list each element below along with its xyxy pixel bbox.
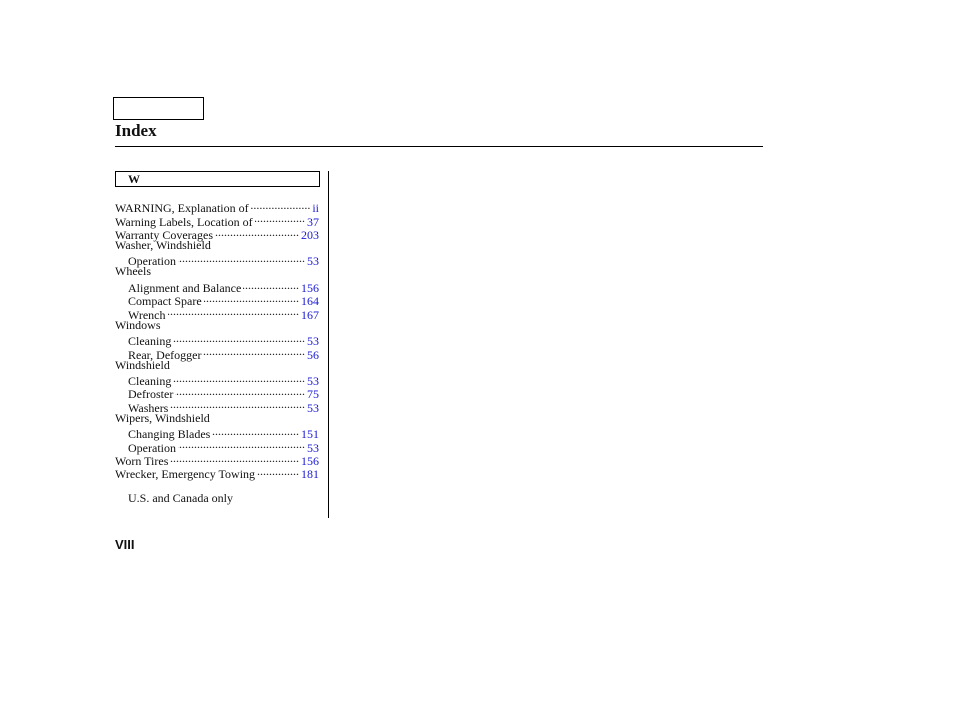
- footnote: U.S. and Canada only: [128, 491, 233, 505]
- index-entry[interactable]: [115, 452, 319, 468]
- dot-leader: [243, 279, 299, 292]
- entry-label: Cleaning: [128, 334, 172, 349]
- page-link[interactable]: 164: [301, 294, 319, 309]
- index-subentry[interactable]: [115, 425, 319, 442]
- index-subentry[interactable]: [115, 305, 319, 322]
- index-entry[interactable]: [115, 465, 319, 482]
- index-subentry[interactable]: [115, 252, 319, 269]
- index-entry-list: [115, 199, 319, 482]
- page-link[interactable]: 53: [307, 374, 319, 389]
- dot-leader: [255, 212, 305, 225]
- page-link[interactable]: 75: [307, 387, 319, 402]
- entry-label: Defroster: [128, 387, 174, 402]
- dot-leader: [173, 372, 305, 385]
- page-link[interactable]: 203: [301, 227, 319, 242]
- page-link[interactable]: 156: [301, 453, 319, 468]
- dot-leader: [170, 398, 305, 411]
- entry-label: Operation: [128, 254, 176, 269]
- dot-leader: [168, 305, 300, 318]
- dot-leader: [173, 332, 305, 345]
- dot-leader: [178, 252, 305, 265]
- index-entry: [115, 359, 319, 372]
- index-subentry[interactable]: [115, 292, 319, 309]
- index-entry: [115, 412, 319, 425]
- page-link[interactable]: 53: [307, 334, 319, 349]
- entry-label: Worn Tires: [115, 453, 169, 468]
- entry-label: Warning Labels, Location of: [115, 214, 253, 229]
- index-entry[interactable]: [115, 226, 319, 242]
- section-letter-box: [115, 171, 320, 187]
- entry-label: Compact Spare: [128, 294, 202, 309]
- index-subentry[interactable]: [115, 372, 319, 389]
- page-link[interactable]: 56: [307, 347, 319, 362]
- entry-label: Operation: [128, 440, 176, 455]
- page-link[interactable]: 167: [301, 307, 319, 322]
- column-divider: [328, 171, 329, 518]
- dot-leader: [257, 465, 299, 478]
- index-entry: [115, 239, 319, 252]
- title-divider: [115, 146, 763, 147]
- entry-label: Windshield: [115, 357, 170, 372]
- dot-leader: [215, 226, 299, 239]
- page-link[interactable]: 53: [307, 254, 319, 269]
- entry-label: Alignment and Balance: [128, 281, 242, 296]
- entry-label: Wrecker, Emergency Towing: [115, 467, 256, 482]
- index-entry: [115, 319, 319, 332]
- dot-leader: [251, 199, 311, 212]
- dot-leader: [204, 292, 299, 305]
- page-link[interactable]: 53: [307, 400, 319, 415]
- dot-leader: [212, 425, 299, 438]
- page-link[interactable]: 37: [307, 214, 319, 229]
- index-entry[interactable]: [115, 212, 319, 229]
- dot-leader: [175, 385, 305, 398]
- entry-label: Windows: [115, 317, 161, 332]
- index-subentry[interactable]: [115, 438, 319, 455]
- page-number: VIII: [115, 537, 135, 552]
- entry-label: Washers: [128, 400, 169, 415]
- index-subentry[interactable]: [115, 279, 319, 296]
- entry-label: Cleaning: [128, 374, 172, 389]
- index-entry: [115, 265, 319, 278]
- index-subentry[interactable]: [115, 345, 319, 362]
- entry-label: Warranty Coverages: [115, 227, 213, 242]
- entry-label: Changing Blades: [128, 427, 211, 442]
- entry-label: Wheels: [115, 264, 151, 279]
- entry-label: Rear, Defogger: [128, 347, 202, 362]
- section-letter: W: [128, 172, 140, 186]
- index-subentry[interactable]: [115, 398, 319, 415]
- page-link[interactable]: 151: [301, 427, 319, 442]
- page-link[interactable]: 53: [307, 440, 319, 455]
- page-link[interactable]: 156: [301, 281, 319, 296]
- index-entry[interactable]: [115, 199, 319, 216]
- index-subentry[interactable]: [115, 332, 319, 349]
- page-title: Index: [115, 121, 157, 140]
- dot-leader: [203, 345, 305, 358]
- entry-label: Wrench: [128, 307, 166, 322]
- entry-label: Washer, Windshield: [115, 237, 211, 252]
- entry-label: WARNING, Explanation of: [115, 201, 249, 216]
- dot-leader: [178, 438, 305, 451]
- entry-label: Wipers, Windshield: [115, 410, 210, 425]
- page-link[interactable]: 181: [301, 467, 319, 482]
- index-subentry[interactable]: [115, 385, 319, 402]
- index-tab-box: [113, 97, 204, 120]
- dot-leader: [170, 452, 299, 465]
- page-link[interactable]: ii: [312, 201, 319, 216]
